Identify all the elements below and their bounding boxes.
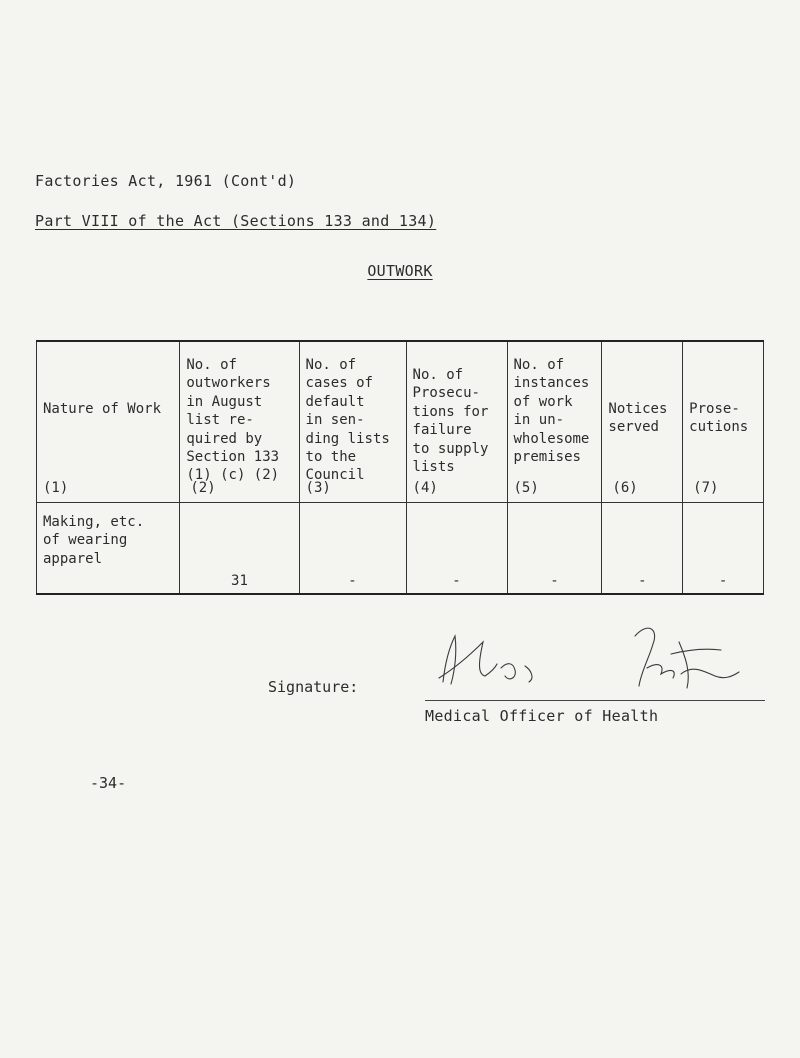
- nature-of-work: Making, etc. of wearing apparel: [43, 514, 145, 567]
- column-number: (6): [612, 480, 638, 496]
- table-cell: [37, 503, 180, 595]
- handwritten-signature: [425, 612, 765, 702]
- column-number: (2): [190, 480, 216, 496]
- column-header: [180, 341, 299, 503]
- table-cell: [602, 503, 683, 595]
- notices-served: -: [638, 573, 647, 589]
- column-number: (5): [513, 480, 539, 496]
- prosecutions-lists: -: [452, 573, 461, 589]
- signature-line: [425, 700, 765, 701]
- column-number: (7): [693, 480, 719, 496]
- signature-title: Medical Officer of Health: [425, 707, 659, 725]
- column-header-label: No. of cases of default in sen- ding lists to the Council: [305, 357, 390, 484]
- column-header: [406, 341, 507, 503]
- table-row: [37, 503, 764, 595]
- part-title: Part VIII of the Act (Sections 133 and 134): [35, 212, 437, 230]
- act-title: Factories Act, 1961 (Cont'd): [35, 172, 297, 190]
- prosecutions: -: [718, 573, 728, 589]
- table-cell: [299, 503, 406, 595]
- column-header: [602, 341, 683, 503]
- table-cell: [683, 503, 764, 595]
- column-header-label: No. of outworkers in August list re- quired by Section 133 (1) (c) (2): [186, 357, 280, 484]
- section-title: OUTWORK: [367, 262, 433, 280]
- column-number: (3): [305, 480, 331, 496]
- page-number: -34-: [90, 774, 127, 792]
- column-header: [683, 341, 764, 503]
- column-header-label: No. of Prosecu- tions for failure to supply lists: [412, 367, 489, 476]
- column-header-label: Nature of Work: [43, 401, 162, 417]
- column-header-label: No. of instances of work in un- wholesome premises: [513, 357, 590, 466]
- table-cell: [180, 503, 299, 595]
- column-header: [37, 341, 180, 503]
- default-cases: -: [348, 573, 357, 589]
- column-number: (4): [412, 480, 438, 496]
- column-header: [507, 341, 602, 503]
- column-header-label: Notices served: [608, 401, 668, 436]
- unwholesome-instances: -: [550, 573, 559, 589]
- column-number: (1): [43, 480, 69, 496]
- signature-label: Signature:: [268, 678, 359, 696]
- table-cell: [406, 503, 507, 595]
- column-header: [299, 341, 406, 503]
- column-header-label: Prose- cutions: [689, 401, 749, 436]
- outwork-table: [36, 340, 764, 595]
- outworkers-count: 31: [231, 573, 248, 589]
- table-header-row: [37, 341, 764, 503]
- table-cell: [507, 503, 602, 595]
